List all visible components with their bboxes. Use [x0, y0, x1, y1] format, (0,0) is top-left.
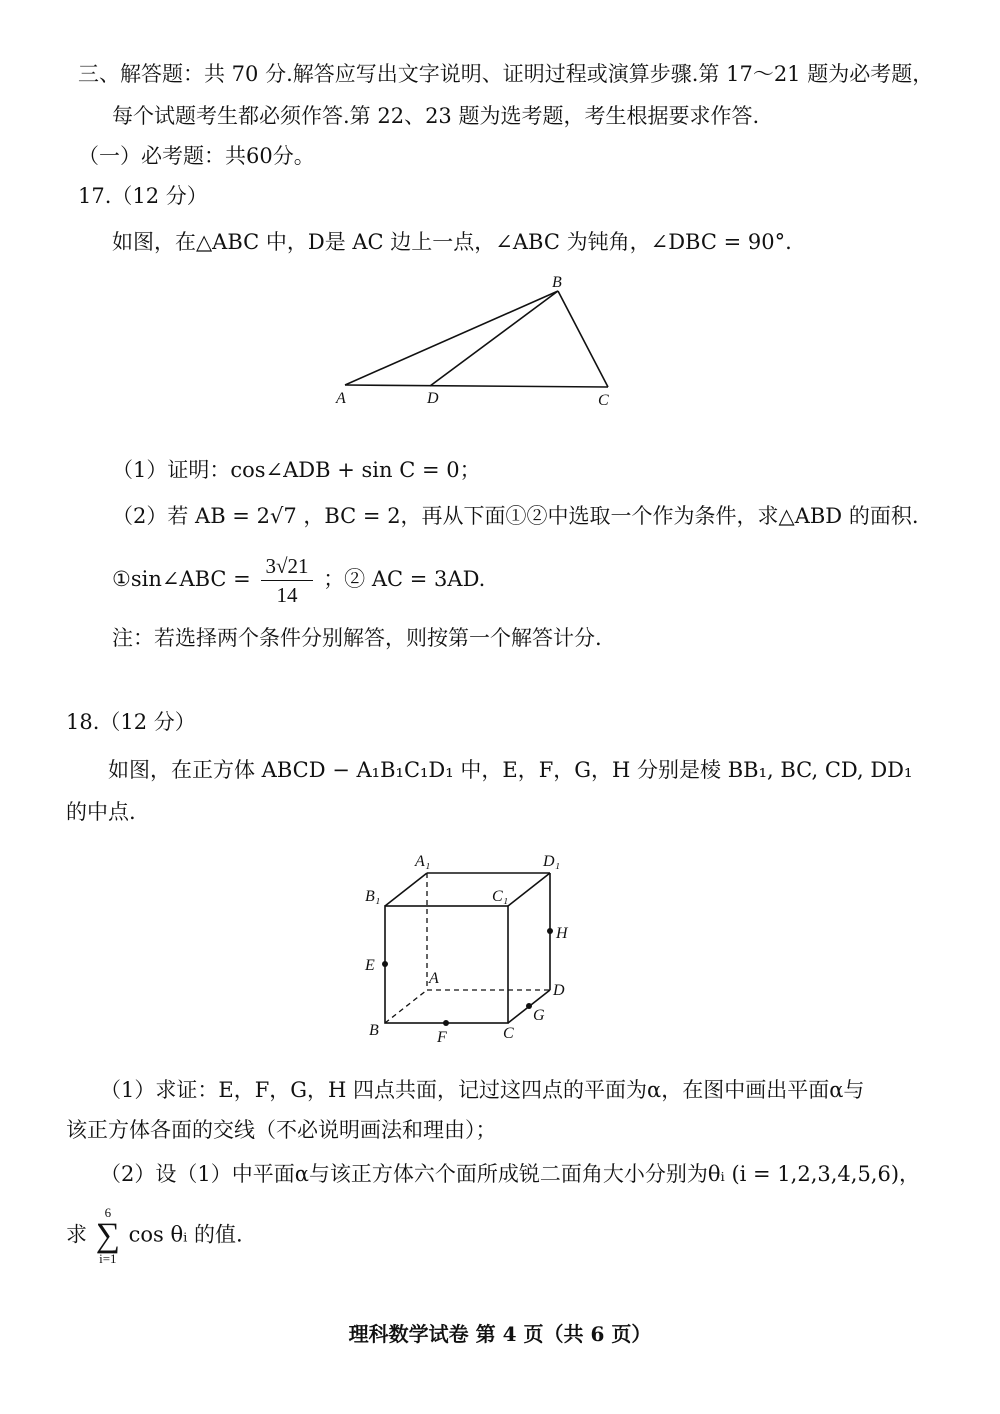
required-questions-heading: （一）必考题：共60分。: [78, 144, 315, 168]
q17-header: 17.（12 分）: [78, 184, 208, 208]
q17-part1: （1）证明：cos∠ADB + sin C = 0；: [112, 458, 481, 482]
q18-label-h: H: [556, 925, 568, 942]
q17-part2: （2）若 AB = 2√7 ，BC = 2，再从下面①②中选取一个作为条件，求△ABD 的面积.: [112, 504, 919, 528]
q17-options: [112, 552, 485, 609]
q17-label-d: D: [427, 390, 439, 405]
q17-triangle-figure: [330, 275, 630, 405]
q18-part2-prefix: 求: [66, 1222, 87, 1247]
q18-part2-suffix: cos θᵢ 的值.: [128, 1222, 243, 1247]
q18-label-b1: B₁: [365, 888, 381, 905]
q18-label-d1: D₁: [543, 853, 561, 870]
q17-label-a: A: [336, 390, 346, 405]
page-footer: 理科数学试卷 第 4 页（共 6 页）: [348, 1322, 652, 1346]
summation-lower-limit: i=1: [99, 1251, 117, 1266]
q17-label-c: C: [598, 392, 609, 405]
section-instructions-line1: 三、解答题：共 70 分.解答应写出文字说明、证明过程或演算步骤.第 17～21 题为必考题，: [78, 62, 934, 86]
summation-symbol: [96, 1206, 120, 1266]
q18-label-e: E: [365, 957, 375, 974]
q17-note: 注：若选择两个条件分别解答，则按第一个解答计分.: [112, 626, 602, 650]
q18-part1-line1: （1）求证：E，F，G，H 四点共面，记过这四点的平面为α，在图中画出平面α与: [100, 1078, 865, 1102]
q18-label-g: G: [533, 1007, 545, 1024]
summation-upper-limit: 6: [104, 1205, 112, 1220]
q18-part2-line1: （2）设（1）中平面α与该正方体六个面所成锐二面角大小分别为θᵢ (i = 1,2,3,4,5,6)，: [100, 1162, 921, 1186]
q18-label-a: A: [429, 970, 439, 987]
q18-intro-continued: 的中点.: [66, 800, 136, 824]
q18-label-c: C: [503, 1025, 514, 1042]
q17-option1-fraction: [261, 552, 312, 609]
q18-header: 18.（12 分）: [66, 710, 196, 734]
q18-label-f: F: [437, 1029, 447, 1046]
q17-option1-prefix: ①sin∠ABC =: [112, 567, 251, 591]
q18-part1-line2: 该正方体各面的交线（不必说明画法和理由）；: [66, 1118, 497, 1142]
q18-label-d: D: [553, 982, 565, 999]
q17-option1-denominator: 14: [276, 583, 298, 607]
q17-option1-numerator: 3√21: [261, 552, 312, 581]
q18-label-a1: A₁: [415, 853, 431, 870]
q17-option2: ；② AC = 3AD.: [323, 567, 486, 591]
q18-cube-figure: [355, 848, 595, 1048]
q18-part2-line2: [66, 1206, 243, 1266]
q18-label-c1: C₁: [492, 888, 509, 905]
q18-intro: 如图，在正方体 ABCD − A₁B₁C₁D₁ 中，E，F，G，H 分别是棱 BB₁, BC, CD, DD₁: [108, 758, 913, 782]
q17-intro: 如图，在△ABC 中，D是 AC 边上一点，∠ABC 为钝角，∠DBC = 90°.: [112, 230, 792, 254]
section-instructions-line2: 每个试题考生都必须作答.第 22、23 题为选考题，考生根据要求作答.: [112, 104, 760, 128]
q17-label-b: B: [552, 275, 562, 291]
q18-label-b: B: [369, 1022, 379, 1039]
sigma-icon: ∑: [95, 1217, 120, 1254]
